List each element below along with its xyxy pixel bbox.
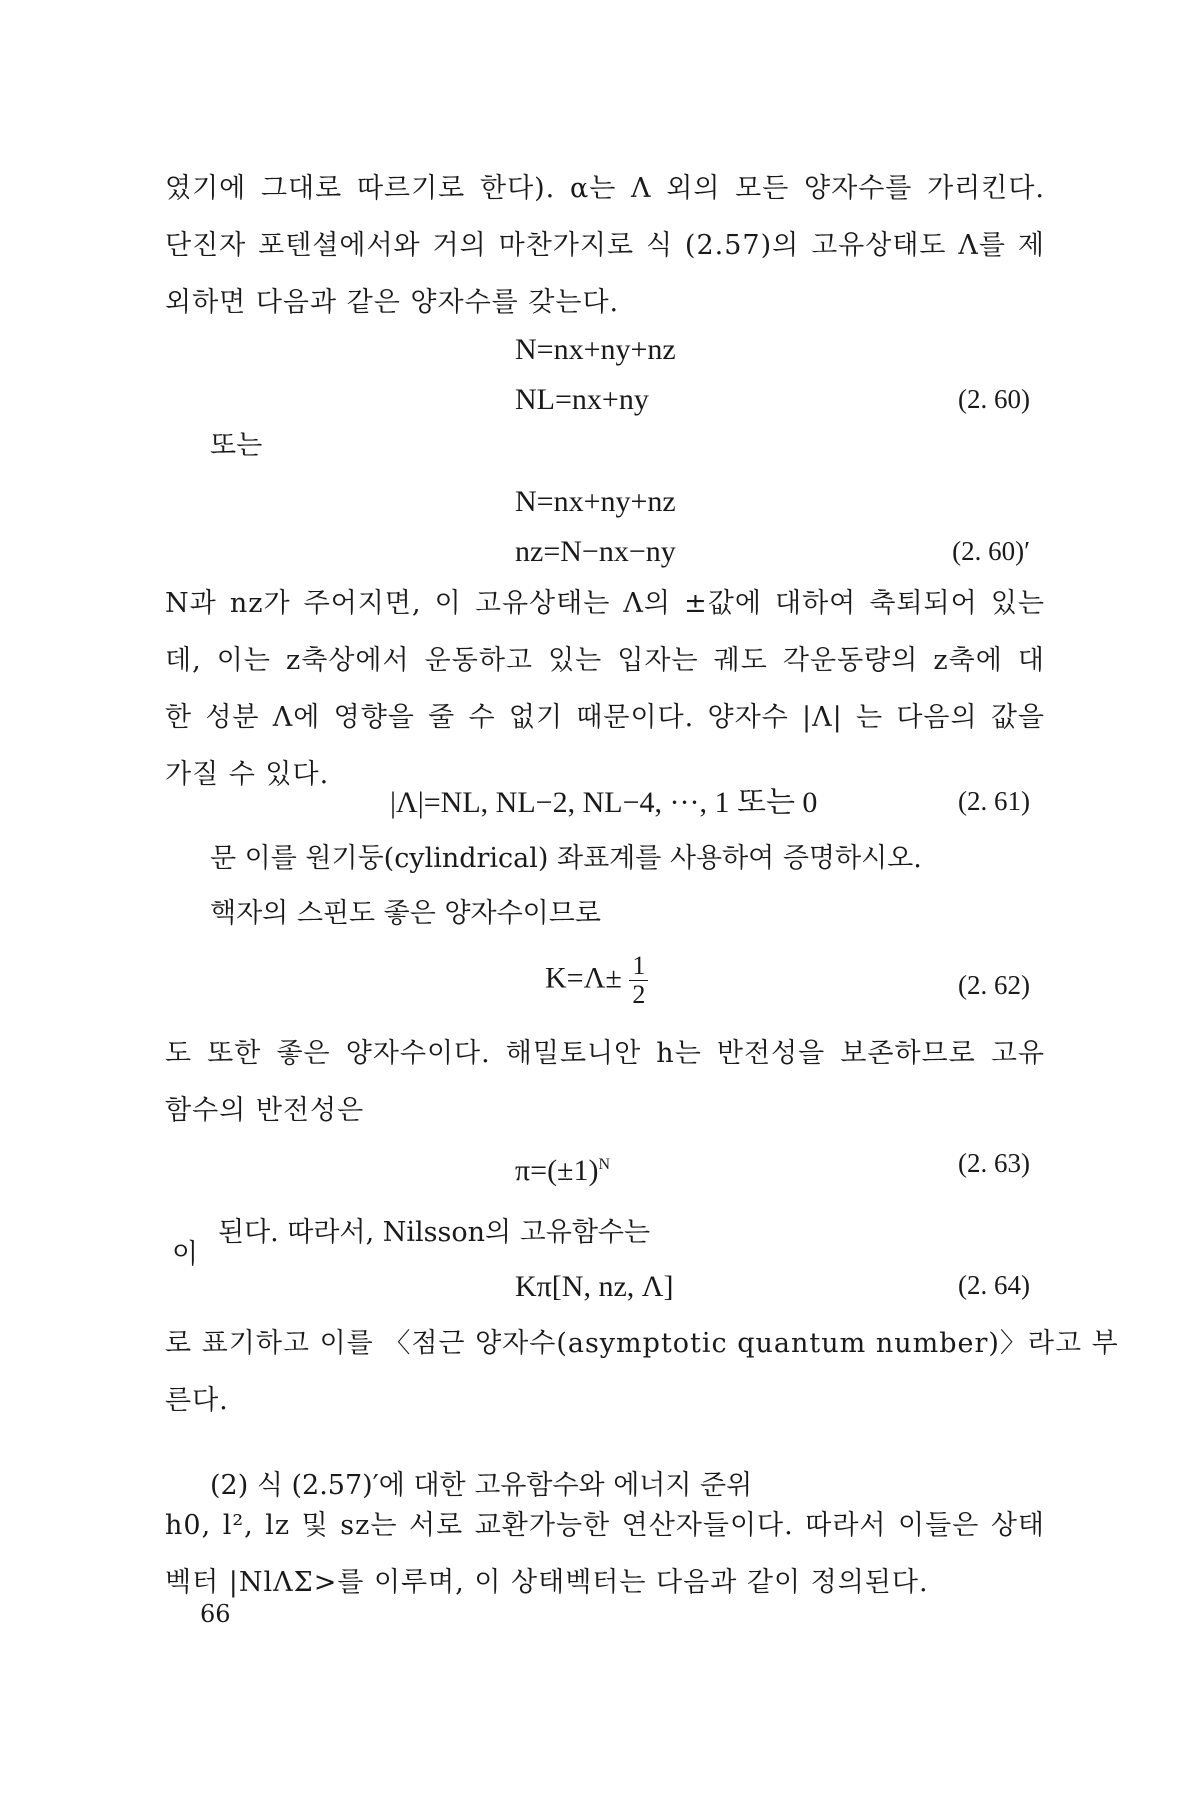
- equation-2-60p-line2: nz=N−nx−ny: [515, 535, 676, 568]
- text-line: 한 성분 Λ에 영향을 줄 수 없기 때문이다. 양자수 |Λ| 는 다음의 값을: [165, 702, 1045, 733]
- text-line: h0, l², lz 및 sz는 서로 교환가능한 연산자들이다. 따라서 이들은 상태: [165, 1510, 1045, 1541]
- problem-statement: 문 이를 원기둥(cylindrical) 좌표계를 사용하여 증명하시오.: [210, 843, 922, 874]
- text-line: 였기에 그대로 따르기로 한다). α는 Λ 외의 모든 양자수를 가리킨다.: [165, 173, 1045, 204]
- fraction-one-half: [629, 952, 648, 1009]
- equation-number-2-61: (2. 61): [958, 786, 1030, 816]
- text-line: 데, 이는 z축상에서 운동하고 있는 입자는 궤도 각운동량의 z축에 대: [165, 645, 1045, 676]
- fraction-denominator: 2: [632, 980, 646, 1009]
- nilsson-line: 된다. 따라서, Nilsson의 고유함수는: [218, 1217, 651, 1248]
- equation-number-2-62: (2. 62): [958, 970, 1030, 1000]
- degeneracy-paragraph: [165, 575, 1045, 803]
- equation-2-62: [545, 952, 648, 1009]
- text-line: 함수의 반전성은: [165, 1095, 365, 1126]
- equation-2-60p-line1: N=nx+ny+nz: [515, 485, 676, 518]
- operators-paragraph: [165, 1497, 1045, 1611]
- equation-number-2-64: (2. 64): [958, 1270, 1030, 1300]
- spin-line: 핵자의 스핀도 좋은 양자수이므로: [210, 898, 601, 929]
- equation-2-63-exponent: N: [598, 1156, 611, 1173]
- equation-2-60-line1: N=nx+ny+nz: [515, 333, 676, 366]
- equation-number-2-60p: (2. 60)′: [952, 536, 1030, 566]
- page-number: 66: [200, 1600, 231, 1628]
- fraction-numerator: 1: [629, 952, 648, 981]
- text-line: 단진자 포텐셜에서와 거의 마찬가지로 식 (2.57)의 고유상태도 Λ를 제: [165, 230, 1045, 261]
- text-line: N과 nz가 주어지면, 이 고유상태는 Λ의 ±값에 대하여 축퇴되어 있는: [165, 588, 1045, 619]
- text-line: 가질 수 있다.: [165, 759, 330, 790]
- equation-2-63: [515, 1145, 610, 1191]
- text-line: 벡터 |NlΛΣ>를 이루며, 이 상태벡터는 다음과 같이 정의된다.: [165, 1567, 929, 1598]
- text-line: 외하면 다음과 같은 양자수를 갖는다.: [165, 287, 620, 318]
- equation-2-61: |Λ|=NL, NL−2, NL−4, ···, 1 또는 0: [390, 786, 818, 819]
- equation-2-64: Kπ[N, nz, Λ]: [515, 1270, 674, 1303]
- nilsson-line-prefix: 이: [172, 1239, 199, 1270]
- text-line: 도 또한 좋은 양자수이다. 해밀토니안 h는 반전성을 보존하므로 고유: [165, 1038, 1045, 1069]
- text-line: 른다.: [165, 1385, 229, 1416]
- equation-2-60-line2: NL=nx+ny: [515, 383, 649, 416]
- equation-number-2-60: (2. 60): [958, 384, 1030, 414]
- text-line: 로 표기하고 이를 〈점근 양자수(asymptotic quantum number)〉라고 부: [165, 1328, 1119, 1359]
- or-label: 또는: [210, 430, 263, 461]
- asymptotic-paragraph: [165, 1315, 1119, 1429]
- intro-paragraph: [165, 160, 1045, 331]
- equation-2-62-lhs: K=Λ±: [545, 961, 622, 995]
- equation-2-63-body: π=(±1): [515, 1154, 599, 1187]
- parity-paragraph: [165, 1025, 1045, 1139]
- section-heading: (2) 식 (2.57)′에 대한 고유함수와 에너지 준위: [210, 1470, 753, 1501]
- equation-number-2-63: (2. 63): [958, 1148, 1030, 1178]
